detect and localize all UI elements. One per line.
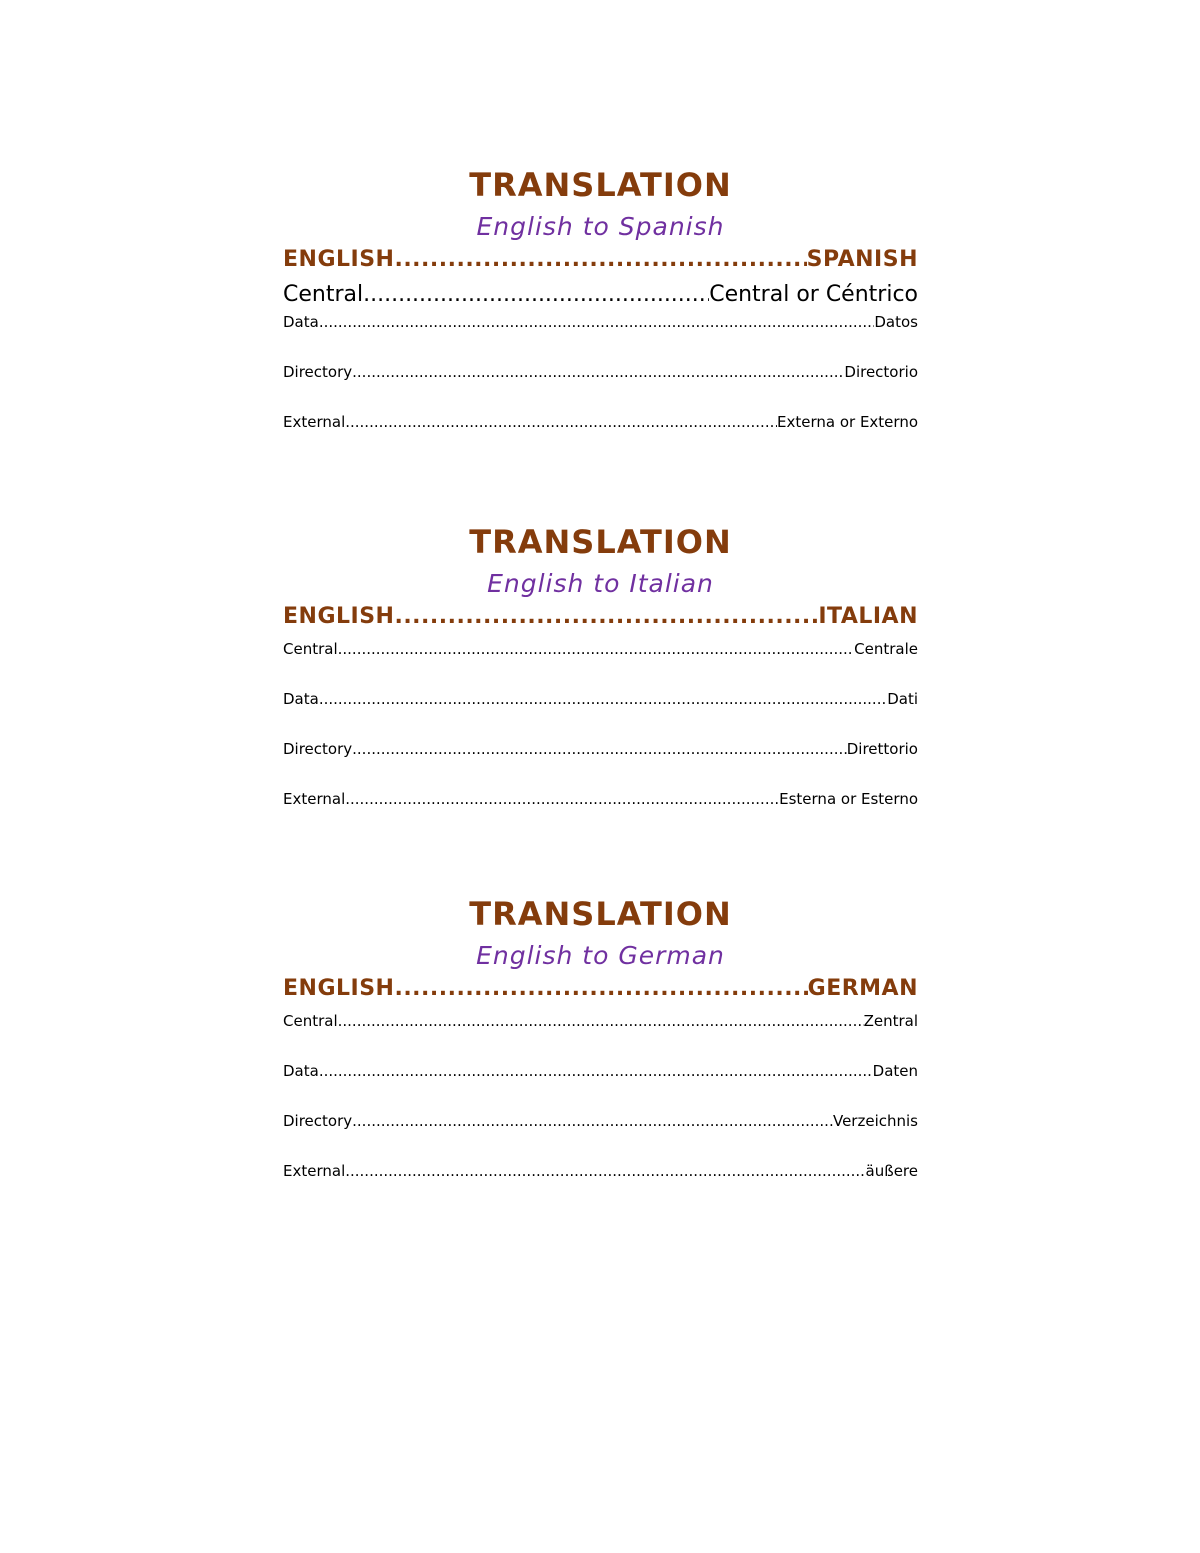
translated-term: Esterna or Esterno <box>779 790 918 808</box>
english-term: External <box>283 790 346 808</box>
column-header-row <box>283 246 918 274</box>
header-target-language: SPANISH <box>806 247 918 272</box>
english-term: External <box>283 1162 346 1180</box>
translated-term: Daten <box>872 1062 918 1080</box>
dot-leader <box>394 603 818 631</box>
translation-row <box>283 689 918 709</box>
english-term: Data <box>283 690 319 708</box>
translated-term: Direttorio <box>846 740 918 758</box>
dot-leader <box>345 1161 865 1181</box>
dot-leader <box>394 975 807 1003</box>
section-subtitle: English to Italian <box>487 569 714 598</box>
header-english: ENGLISH <box>283 976 395 1001</box>
english-term: Central <box>283 1012 338 1030</box>
translated-term: Central or Céntrico <box>709 282 918 307</box>
translation-row <box>283 739 918 759</box>
english-term: Directory <box>283 1112 353 1130</box>
english-term: Data <box>283 313 319 331</box>
english-term: Directory <box>283 740 353 758</box>
section-title: TRANSLATION <box>469 523 732 561</box>
english-term: Central <box>283 640 338 658</box>
section-subtitle: English to German <box>476 941 725 970</box>
translated-term: Dati <box>887 690 918 708</box>
translated-term: Zentral <box>863 1012 918 1030</box>
dot-leader <box>363 278 709 312</box>
translation-row <box>283 362 918 382</box>
translation-row <box>283 789 918 809</box>
dot-leader <box>352 362 844 382</box>
dot-leader <box>345 412 777 432</box>
dot-leader <box>338 639 855 659</box>
translation-row <box>283 278 918 312</box>
header-english: ENGLISH <box>283 247 395 272</box>
section-subtitle: English to Spanish <box>476 212 725 241</box>
translated-term: Centrale <box>854 640 918 658</box>
translation-row <box>283 412 918 432</box>
english-term: Directory <box>283 363 353 381</box>
translation-row <box>283 1011 918 1031</box>
translated-term: äußere <box>865 1162 918 1180</box>
column-header-row <box>283 975 918 1003</box>
translation-row <box>283 1061 918 1081</box>
dot-leader <box>319 312 875 332</box>
dot-leader <box>352 1111 833 1131</box>
dot-leader <box>345 789 779 809</box>
dot-leader <box>319 1061 873 1081</box>
dot-leader <box>352 739 847 759</box>
english-term: Central <box>283 282 364 307</box>
translation-row <box>283 1161 918 1181</box>
section-title: TRANSLATION <box>469 166 732 204</box>
translated-term: Datos <box>874 313 918 331</box>
english-term: External <box>283 413 346 431</box>
translation-row <box>283 312 918 332</box>
translation-section-italian <box>283 522 918 809</box>
header-target-language: GERMAN <box>807 976 918 1001</box>
translation-section-german <box>283 894 918 1181</box>
translation-row <box>283 1111 918 1131</box>
translation-section-spanish <box>283 165 918 432</box>
translation-row <box>283 639 918 659</box>
dot-leader <box>319 689 887 709</box>
english-term: Data <box>283 1062 319 1080</box>
column-header-row <box>283 603 918 631</box>
translated-term: Externa or Externo <box>777 413 918 431</box>
header-target-language: ITALIAN <box>818 604 918 629</box>
translated-term: Directorio <box>844 363 918 381</box>
dot-leader <box>338 1011 864 1031</box>
dot-leader <box>394 246 806 274</box>
section-title: TRANSLATION <box>469 895 732 933</box>
header-english: ENGLISH <box>283 604 395 629</box>
translated-term: Verzeichnis <box>832 1112 918 1130</box>
